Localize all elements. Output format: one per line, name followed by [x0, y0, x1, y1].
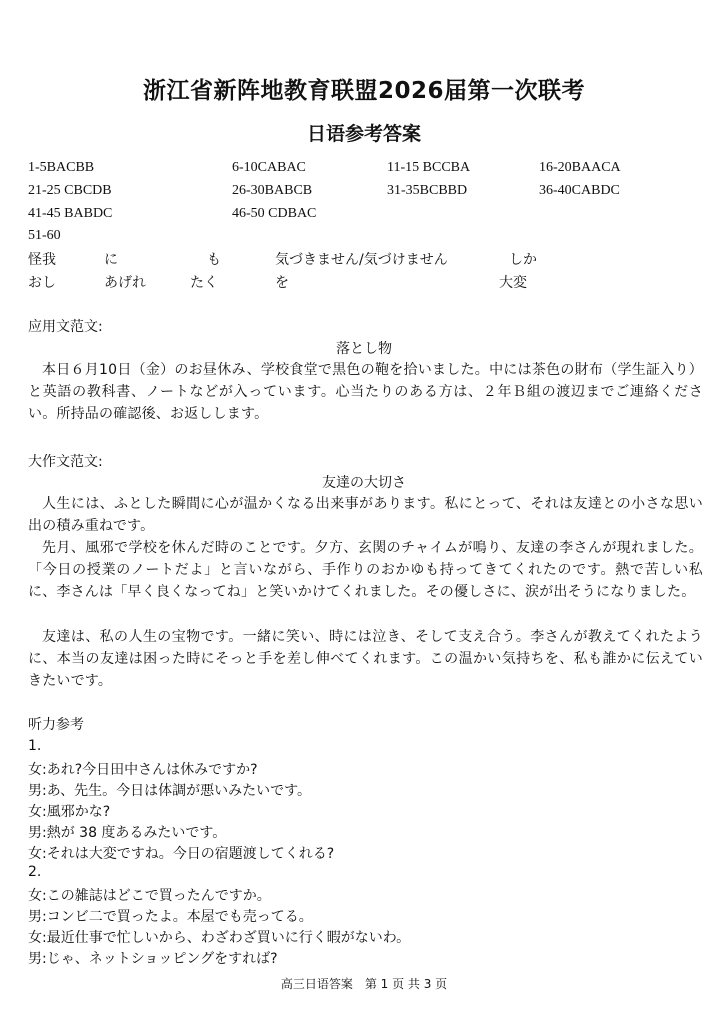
fill-in-answer: を	[275, 275, 289, 291]
essay-title: 友達の大切さ	[322, 475, 406, 491]
section-heading: 听力参考	[28, 717, 84, 733]
dialogue-line: 女:この雑誌はどこで買ったんですか。	[28, 888, 271, 904]
answer-range: 46-50 CDBAC	[232, 206, 317, 221]
fill-in-answer: あげれ	[104, 275, 146, 291]
fill-in-answer: しか	[509, 252, 537, 268]
answer-range: 11-15 BCCBA	[387, 160, 471, 175]
section-heading: 应用文范文:	[28, 319, 103, 335]
answer-range: 6-10CABAC	[232, 160, 306, 175]
fill-in-label: 51-60	[28, 228, 61, 243]
fill-in-answer: 大変	[499, 275, 527, 291]
dialogue-line: 女:あれ?今日田中さんは休みですか?	[28, 762, 258, 778]
page-footer: 高三日语答案 第 1 页 共 3 页	[280, 977, 448, 991]
dialogue-line: 男:コンビ二で買ったよ。本屋でも売ってる。	[28, 909, 313, 925]
dialogue-line: 男:じゃ、ネットショッピングをすれば?	[28, 951, 278, 967]
fill-in-answer: も	[207, 252, 221, 268]
answer-range: 1-5BACBB	[28, 160, 95, 175]
essay-paragraph: 先月、風邪で学校を休んだ時のことです。夕方、玄関のチャイムが鳴り、友達の李さんが現れました。「今日の授業のノートだよ」と言いながら、手作りのおかゆも持ってきてくれたのです。熱で苦しい私に、李さんは「早く良くなってね」と笑いかけてくれました。その優しさに、涙が出そうになりました。	[28, 540, 703, 600]
section-heading: 大作文范文:	[28, 454, 103, 470]
essay-paragraph: 友達は、私の人生の宝物です。一緒に笑い、時には泣き、そして支え合う。李さんが教えてくれたように、本当の友達は困った時にそっと手を差し伸べてくれます。この温かい気持ちを、私も誰かに伝えていきたいです。	[28, 629, 703, 689]
fill-in-answer: 気づきません/気づけません	[275, 252, 448, 268]
answer-range: 26-30BABCB	[232, 183, 313, 198]
fill-in-answer: おし	[28, 275, 56, 291]
answer-range: 36-40CABDC	[539, 183, 620, 198]
fill-in-answer: 怪我	[28, 252, 56, 268]
dialogue-line: 男:熱が 38 度あるみたいです。	[28, 825, 227, 841]
essay-paragraph: 本日６月10日（金）のお昼休み、学校食堂で黒色の鞄を拾いました。中には茶色の財布（学生証入り）と英語の教科書、ノートなどが入っています。心当たりのある方は、２年Ｂ組の渡辺までご連絡ください。所持品の確認後、お返しします。	[28, 362, 703, 422]
essay-paragraph: 人生には、ふとした瞬間に心が温かくなる出来事があります。私にとって、それは友達との小さな思い出の積み重ねです。	[28, 496, 703, 534]
dialogue-number: 2.	[28, 864, 42, 880]
dialogue-line: 女:最近仕事で忙しいから、わざわざ買いに行く暇がないわ。	[28, 930, 411, 946]
document-title: 浙江省新阵地教育联盟2026届第一次联考	[142, 78, 585, 104]
answer-range: 16-20BAACA	[539, 160, 621, 175]
fill-in-answer: に	[104, 252, 118, 268]
answer-range: 31-35BCBBD	[387, 183, 468, 198]
answer-range: 21-25 CBCDB	[28, 183, 112, 198]
dialogue-line: 男:あ、先生。今日は体調が悪いみたいです。	[28, 783, 312, 799]
dialogue-number: 1.	[28, 738, 42, 754]
answer-range: 41-45 BABDC	[28, 206, 113, 221]
fill-in-answer: たく	[190, 275, 218, 291]
essay-title: 落とし物	[336, 341, 392, 357]
dialogue-line: 女:風邪かな?	[28, 804, 111, 820]
dialogue-line: 女:それは大変ですね。今日の宿題渡してくれる?	[28, 846, 335, 862]
document-subtitle: 日语参考答案	[306, 123, 421, 145]
